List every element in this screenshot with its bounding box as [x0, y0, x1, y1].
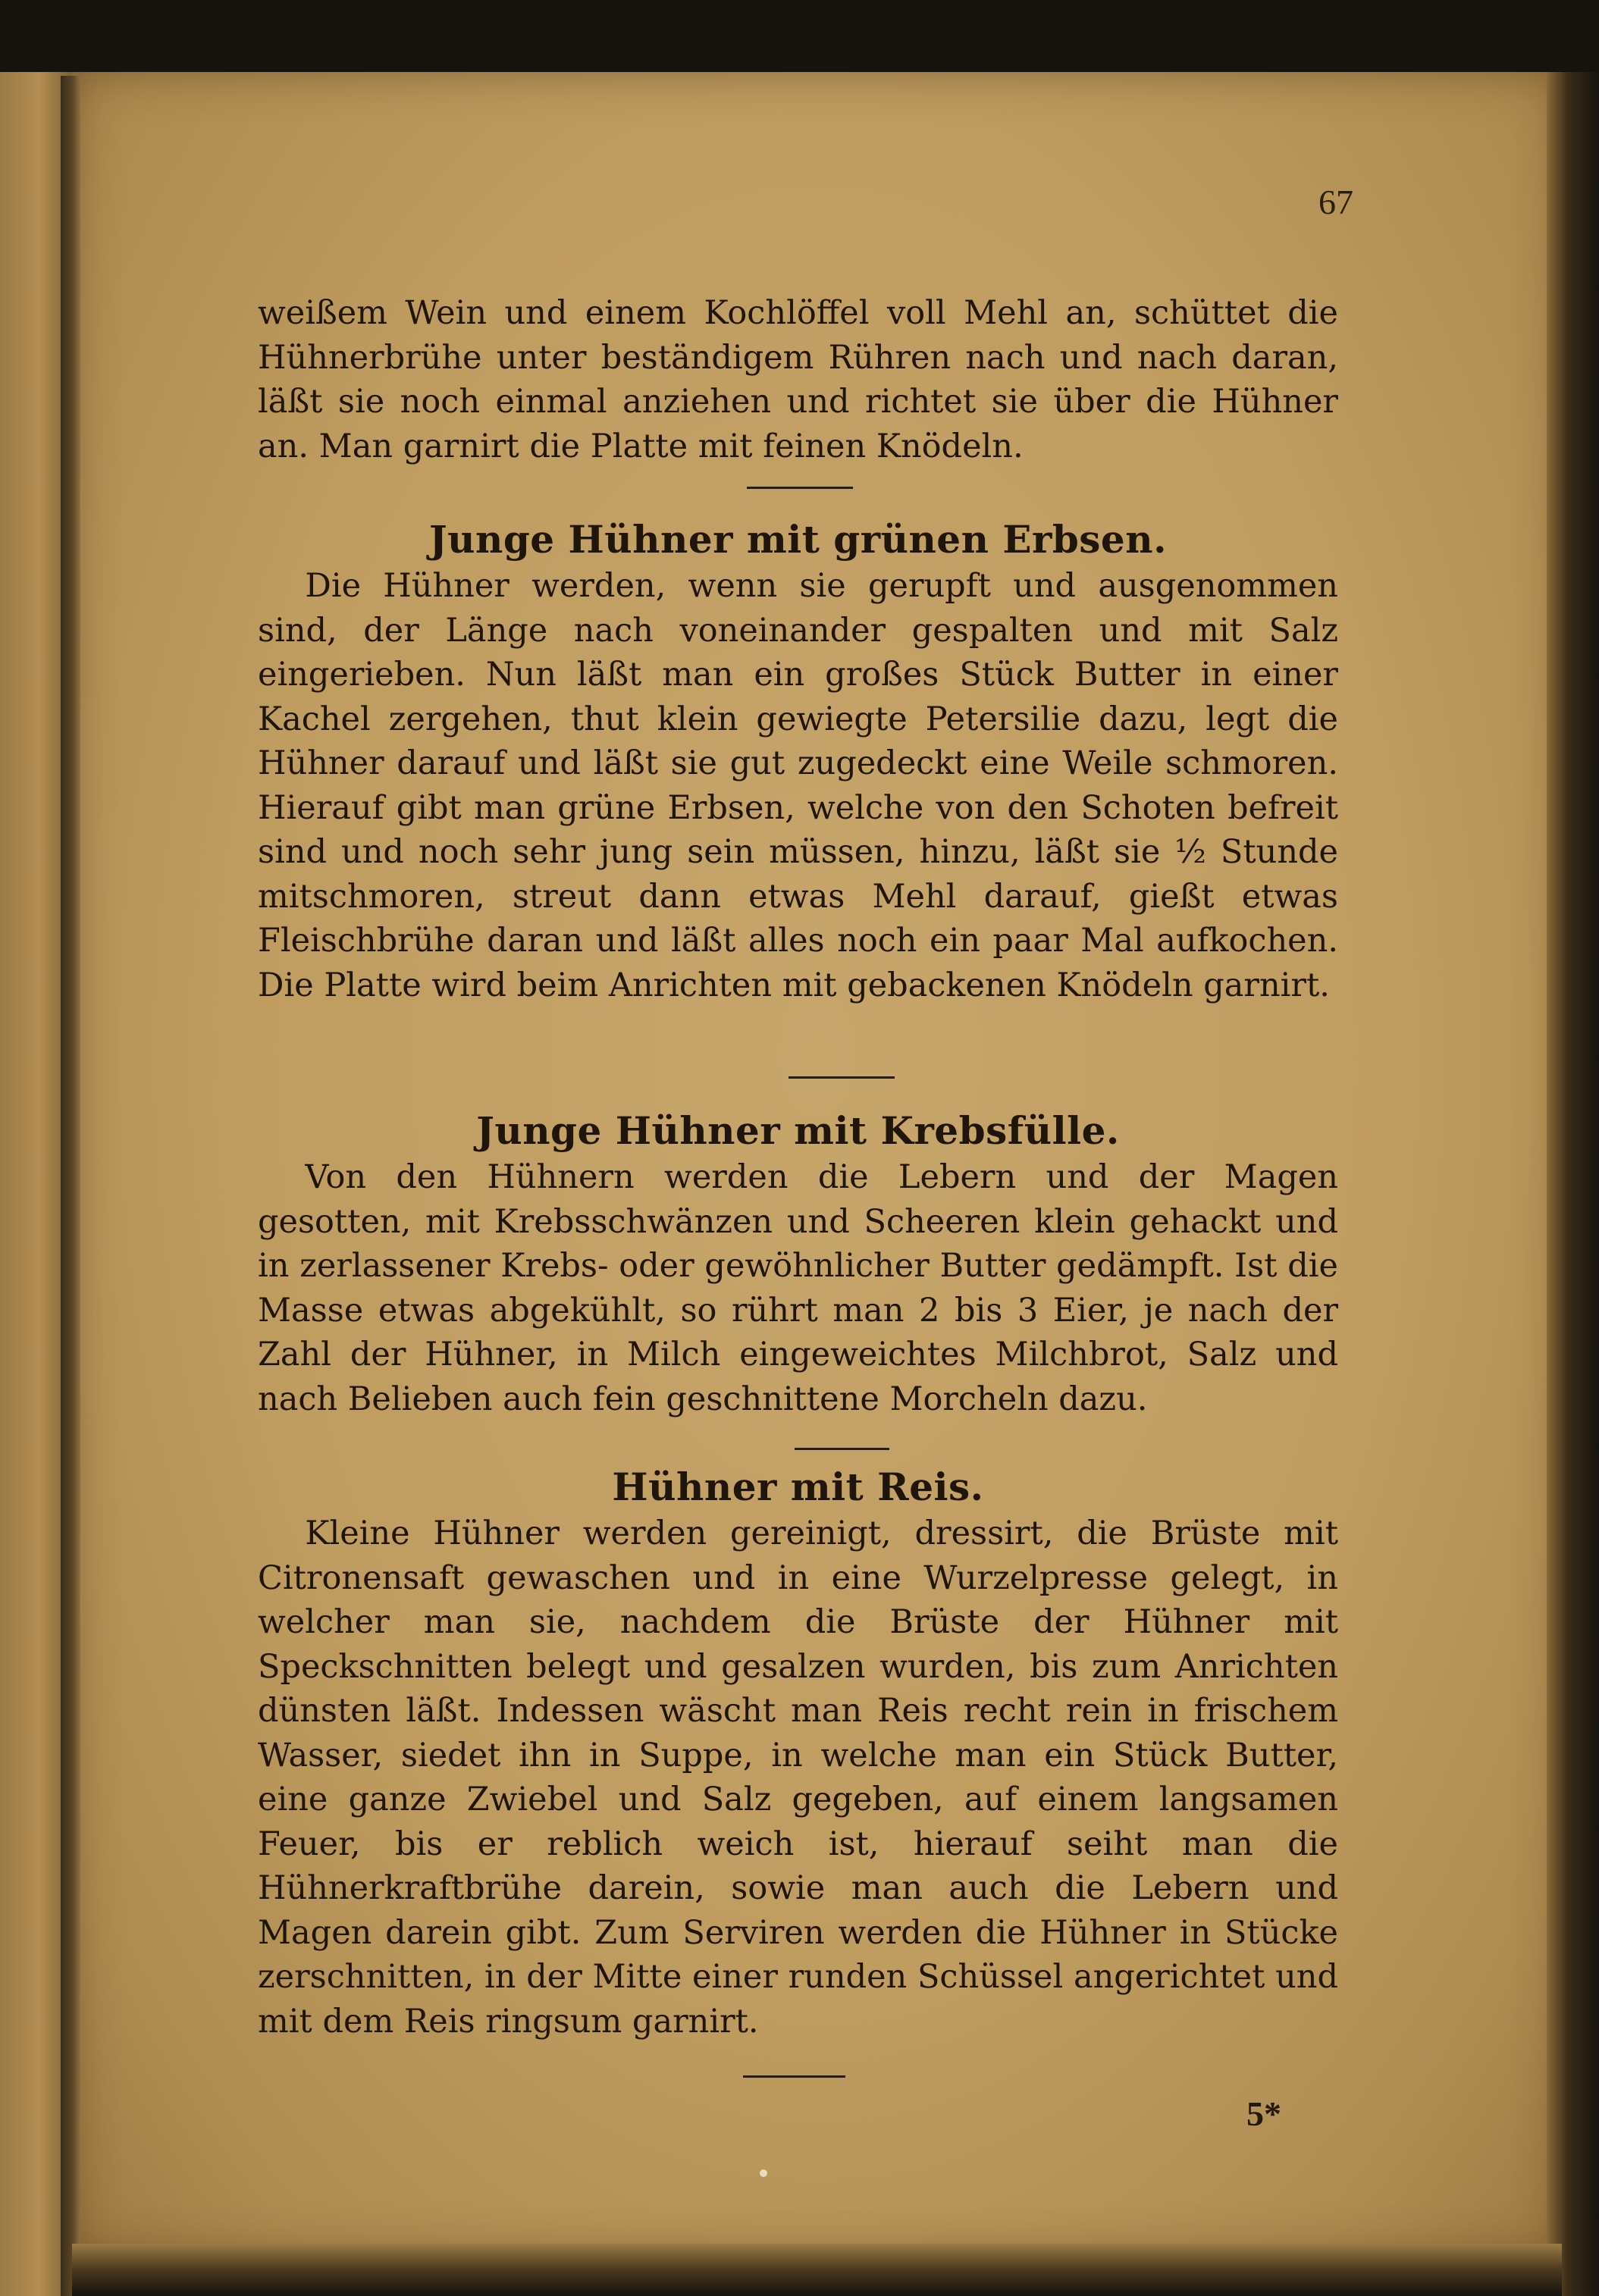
page-number: 67 [1318, 183, 1353, 221]
recipe-section [258, 1107, 1338, 1421]
book-gutter [61, 76, 80, 2296]
recipe-title: Junge Hühner mit Krebsfülle. [476, 1108, 1120, 1153]
recipe-paragraph: Die Hühner werden, wenn sie gerupft und ausgenommen sind, der Länge nach voneinander gespalten und mit Salz eingerieben. Nun läßt man ein großes Stück Butter in einer Kachel zergehen, thut klein gewiegte Petersilie dazu, legt die Hühner darauf und läßt sie gut zugedeckt eine Weile schmoren. Hierauf gibt man grüne Erbsen, welche von den Schoten befreit sind und noch sehr jung sein müssen, hinzu, läßt sie ½ Stunde mitschmoren, streut dann etwas Mehl darauf, gießt etwas Fleischbrühe daran und läßt alles noch ein paar Mal aufkochen. Die Platte wird beim Anrichten mit gebackenen Knödeln garnirt. [258, 567, 1338, 1004]
section-divider [789, 1076, 895, 1079]
recipe-paragraph: Von den Hühnern werden die Lebern und der Magen gesotten, mit Krebsschwänzen und Scheeren klein gehackt und in zerlassener Krebs- oder gewöhnlicher Butter gedämpft. Ist die Masse etwas abgekühlt, so rührt man 2 bis 3 Eier, je nach der Zahl der Hühner, in Milch eingeweichtes Milchbrot, Salz und nach Belieben auch fein geschnittene Morcheln dazu. [258, 1158, 1338, 1418]
printer-signature: 5* [1246, 2094, 1281, 2133]
scan-speck [760, 2169, 767, 2177]
recipe-title: Junge Hühner mit grünen Erbsen. [428, 517, 1168, 562]
recipe-title: Hühner mit Reis. [612, 1464, 984, 1509]
recipe-section [258, 515, 1338, 1007]
scan-background-top [0, 0, 1599, 83]
recipe-section [258, 1463, 1338, 2044]
recipe-paragraph: Kleine Hühner werden gereinigt, dressirt, die Brüste mit Citronensaft gewaschen und in eine Wurzelpresse gelegt, in welcher man sie, nachdem die Brüste der Hühner mit Speckschnitten belegt und gesalzen wurden, bis zum Anrichten dünsten läßt. Indessen wäscht man Reis recht rein in frischem Wasser, siedet ihn in Suppe, in welche man ein Stück Butter, eine ganze Zwiebel und Salz gegeben, auf einem langsamen Feuer, bis er reblich weich ist, hierauf seiht man die Hühnerkraftbrühe darein, sowie man auch die Lebern und Magen darein gibt. Zum Serviren werden die Hühner in Stücke zerschnitten, in der Mitte einer runden Schüssel angerichtet und mit dem Reis ringsum garnirt. [258, 1514, 1338, 2041]
section-divider [795, 1448, 889, 1450]
page-right-edge [1547, 72, 1599, 2296]
continuation-paragraph: weißem Wein und einem Kochlöffel voll Mehl an, schüttet die Hühnerbrühe unter beständigem Rühren nach und nach daran, läßt sie noch einmal anziehen und richtet sie über die Hühner an. Man garnirt die Platte mit feinen Knödeln. [258, 294, 1338, 465]
section-divider [747, 487, 853, 489]
continuation-block [258, 291, 1338, 468]
section-divider [743, 2075, 845, 2078]
page-bottom-edge [72, 2244, 1562, 2296]
